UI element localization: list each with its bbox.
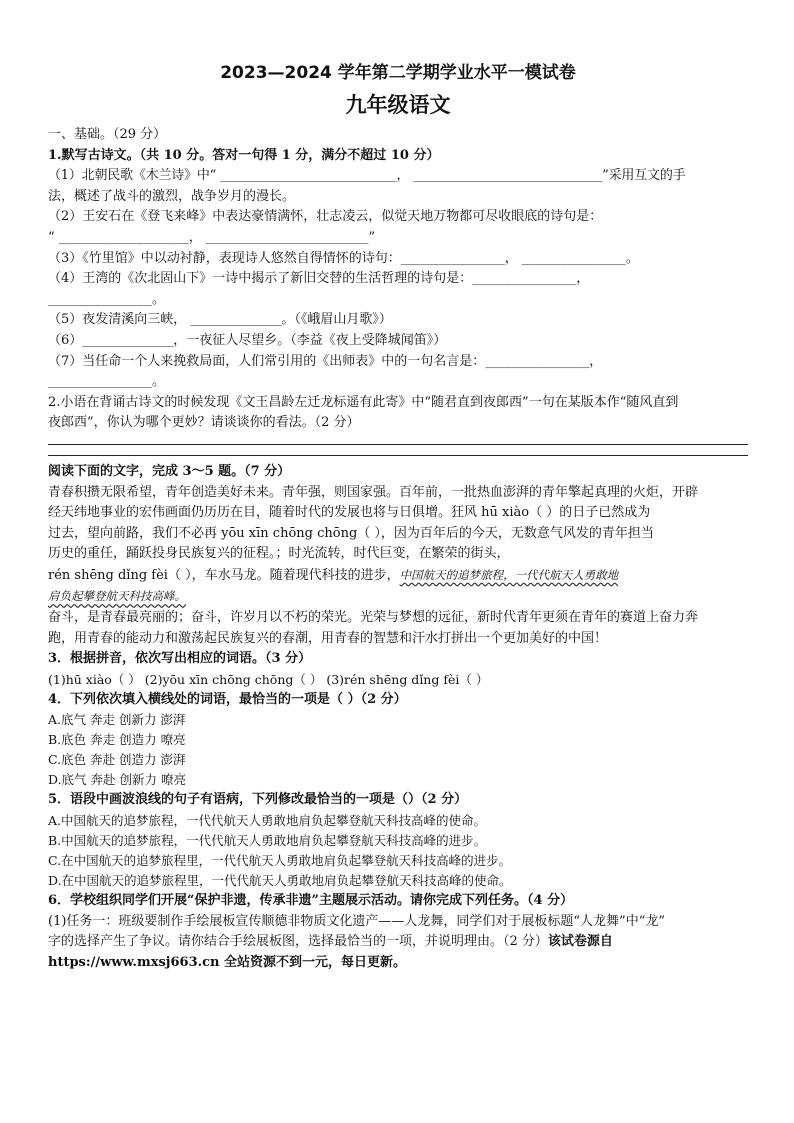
q5-option-d: D.在中国航天的追梦旅程里，一代代航天人勇敢地肩负起攀登航天科技高峰的使命。: [48, 873, 512, 889]
answer-line-1: [48, 434, 748, 445]
q5-option-b: B.中国航天的追梦旅程，一代代航天人勇敢地肩负起攀登航天科技高峰的进步。: [48, 833, 487, 849]
q1-4-line1: （4）王湾的《次北固山下》一诗中揭示了新旧交替的生活哲理的诗句是：________________，: [48, 271, 590, 287]
source-url: https://www.mxsj663.cn 全站资源不到一元，每日更新。: [48, 954, 407, 970]
q4-option-c: C.底色 奔赴 创造力 澎湃: [48, 752, 186, 768]
q2-line2: 夜郎西”，你认为哪个更妙？请谈谈你的看法。（2 分）: [48, 415, 360, 431]
reading-p5-text: rén shēng dǐng fèi（ ），车水马龙。随着现代科技的进步，: [48, 567, 400, 583]
q4-option-a: A.底气 奔走 创新力 澎湃: [48, 712, 186, 728]
exam-page: [48, 58, 748, 973]
reading-p4: 历史的重任，踊跃投身民族复兴的征程。；时光流转，时代巨变，在繁荣的街头，: [48, 546, 510, 562]
reading-p3: 过去，望向前路，我们不必再 yōu xīn chōng chōng（ ），因为百年后的今天，无数意气风发的青年担当: [48, 525, 654, 541]
reading-p1: 青春积攒无限希望，青年创造美好未来。青年强，则国家强。百年前，一批热血澎湃的青年擎起真理的火炬，开辟: [48, 484, 699, 500]
q4-option-b: B.底色 奔走 创造力 嘹亮: [48, 732, 186, 748]
reading-p5: [48, 565, 748, 587]
exam-title: 2023—2024 学年第二学期学业水平一模试卷: [220, 63, 576, 83]
q1-4-line2: ________________。: [48, 291, 166, 307]
reading-p8: 跑，用青春的能动力和激荡起民族复兴的春潮，用青春的智慧和汗水打拼出一个更加美好的中国！: [48, 630, 608, 646]
q5-option-a: A.中国航天的追梦旅程，一代代航天人勇敢地肩负起攀登航天科技高峰的使命。: [48, 813, 487, 829]
q1-7-line1: （7）当任命一个人来挽救局面，人们常引用的《出师表》中的一句名言是：________________，: [48, 353, 603, 369]
q4-heading: 4．下列依次填入横线处的词语，最恰当的一项是（ ）（2 分）: [48, 691, 407, 707]
q2-line1: 2.小语在背诵古诗文的时候发现《文王昌龄左迁龙标遥有此寄》中“随君直到夜郎西”一句在某版本作“随风直到: [48, 394, 679, 410]
q1-2-line2: “ ____________________， _________________________”: [48, 229, 376, 245]
q6-task1-text: 字的选择产生了争议。请你结合手绘展板图，选择最恰当的一项，并说明理由。（2 分）: [48, 934, 548, 950]
q1-5: （5）夜发清溪向三峡， ______________。（《峨眉山月歌》）: [48, 312, 392, 328]
reading-p6: [48, 586, 748, 608]
q5-heading: 5．语段中画波浪线的句子有语病，下列修改最恰当的一项是（）（2 分）: [48, 792, 468, 808]
q6-task1-line1: (1)任务一：班级要制作手绘展板宣传顺德非物质文化遗产——人龙舞，同学们对于展板标题“人龙舞”中“龙”: [48, 913, 665, 929]
wavy-sentence-part2: 肩负起攀登航天科技高峰。: [48, 589, 186, 604]
q1-2-line1: （2）王安石在《登飞来峰》中表达豪情满怀，壮志凌云，似觉天地万物都可尽收眼底的诗句是：: [48, 209, 603, 225]
answer-line-2: [48, 445, 748, 456]
exam-subtitle: 九年级语文: [345, 93, 451, 117]
source-note: 该试卷源自: [547, 934, 613, 950]
q3-heading: 3．根据拼音，依次写出相应的词语。（3 分）: [48, 651, 312, 667]
q6-task1-line2: [48, 932, 748, 953]
q1-1-line2: 法，概述了战斗的激烈，战争岁月的漫长。: [48, 188, 296, 204]
section-heading: 一、基础。（29 分）: [48, 127, 167, 142]
q6-heading: 6．学校组织同学们开展“保护非遗，传承非遗”主题展示活动。请你完成下列任务。（4 分）: [48, 893, 574, 909]
q3-answers: (1)hū xiào（ ） (2)yōu xīn chōng chōng（ ） (3)rén shēng dǐng fèi（ ）: [48, 671, 489, 687]
q5-option-c: C.在中国航天的追梦旅程里，一代代航天人勇敢地肩负起攀登航天科技高峰的进步。: [48, 853, 512, 869]
reading-p2: 经天纬地事业的宏伟画面仍历历在目，随着时代的发展也将与日俱增。狂风 hū xiào（ ）的日子已然成为: [48, 505, 651, 521]
q1-heading: 1.默写古诗文。（共 10 分。答对一句得 1 分，满分不超过 10 分）: [48, 147, 440, 163]
q1-6: （6）______________，一夜征人尽望乡。（李益《夜上受降城闻笛》）: [48, 332, 447, 348]
reading-p7: 奋斗，是青春最亮丽的；奋斗，许岁月以不朽的荣光。光荣与梦想的远征，新时代青年更须在青年的赛道上奋力奔: [48, 610, 699, 626]
q1-3: （3）《竹里馆》中以动衬静，表现诗人悠然自得情怀的诗句：________________， ________________。: [48, 250, 639, 266]
q4-option-d: D.底气 奔赴 创新力 嘹亮: [48, 772, 186, 788]
reading-heading: 阅读下面的文字，完成 3～5 题。（7 分）: [48, 463, 291, 479]
q1-1-line1: （1）北朝民歌《木兰诗》中“ ____________________________， ______________________________”采用互文的手: [48, 168, 686, 184]
wavy-sentence-part1: 中国航天的追梦旅程，一代代航天人勇敢地: [399, 567, 619, 582]
q1-7-line2: ________________。: [48, 374, 166, 390]
